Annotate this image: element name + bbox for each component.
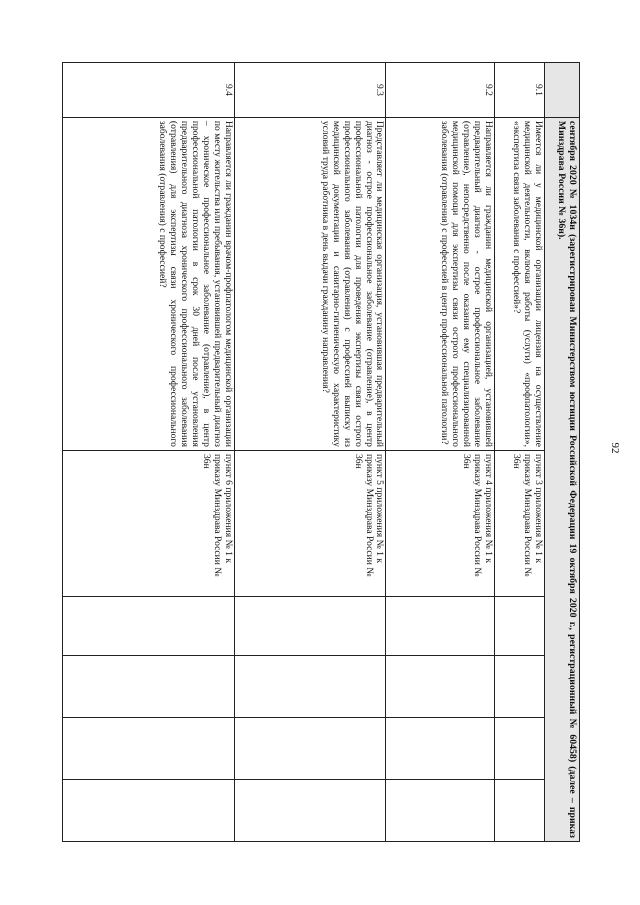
empty-answer-cell: [387, 779, 494, 841]
empty-answer-cell: [387, 655, 494, 717]
row-number: 9.2: [482, 83, 494, 96]
header-empty-cell: [545, 63, 579, 117]
table-row: [387, 63, 495, 841]
header-text: сентября 2020 № 1034н (зарегистрирован Министерством юстиции Российской Федерации 19 октября 2020 г., регистрационный № 60458) (далее – приказ Минздрава России № 36н).: [545, 117, 579, 841]
row-reference: пункт 4 приложения № 1 к приказу Минздрава России № 36н: [387, 450, 494, 596]
table-row: [235, 63, 387, 841]
table-header-row: [545, 63, 579, 841]
empty-answer-cell: [495, 779, 545, 841]
empty-answer-cell: [495, 596, 545, 656]
empty-answer-cell: [495, 717, 545, 779]
row-question: Направляется ли гражданин врачом-профпатологом медицинской организации по месту жительства или пребывания, установившей предварительный диагноз – хроническое профессиональное заболевание (отравление), в центр профессиональной патологии в срок 30 дней после установления предварительного диагноза хронического профессионального заболевания (отравления) для экспертизы связи хронического профессионального заболевания (отравления) с профессией?: [63, 117, 234, 450]
empty-answer-cell: [63, 655, 234, 717]
row-reference: пункт 3 приложения № 1 к приказу Минздрава России № 36н: [495, 450, 545, 596]
empty-answer-cell: [63, 596, 234, 656]
row-number: 9.4: [222, 83, 234, 96]
empty-answer-cell: [235, 717, 386, 779]
empty-answer-cell: [235, 655, 386, 717]
empty-answer-cell: [235, 779, 386, 841]
empty-answer-cell: [63, 717, 234, 779]
empty-answer-cell: [495, 655, 545, 717]
table-row: [63, 63, 235, 841]
page-number: 92: [609, 442, 621, 454]
row-question: Направляется ли гражданин медицинской организацией, установившей предварительный диагноз - острое профессиональное заболевание (отравление), непосредственно после оказания ему специализированной медицинской помощи для экспертизы связи острого профессионального заболевания (отравления) с профессией в центр профессиональной патологии?: [387, 117, 494, 450]
row-reference: пункт 5 приложения № 1 к приказу Минздрава России № 36н: [235, 450, 386, 596]
row-question: Представляет ли медицинская организация, установившая предварительный диагноз - острое профессиональное заболевание (отравление), в центр профессиональной патологии для проведения экспертизы связи острого профессионального заболевания (отравления) с профессией выписку из медицинской документации и санитарно-гигиеническую характеристику условий труда работника в день выдачи гражданину направления?: [235, 117, 386, 450]
empty-answer-cell: [387, 717, 494, 779]
empty-answer-cell: [387, 596, 494, 656]
empty-answer-cell: [235, 596, 386, 656]
checklist-table: [62, 62, 580, 842]
row-number: 9.3: [374, 83, 386, 96]
row-question: Имеется ли у медицинской организации лицензия на осуществление медицинской деятельности, включая работы (услуги) «профпатологии», «экспертиза связи заболевания с профессией»?: [495, 117, 545, 450]
table-row: [495, 63, 546, 841]
empty-answer-cell: [63, 779, 234, 841]
row-number: 9.1: [533, 83, 545, 96]
row-reference: пункт 6 приложения № 1 к приказу Минздрава России № 36н: [63, 450, 234, 596]
rotated-table-area: [62, 62, 580, 842]
